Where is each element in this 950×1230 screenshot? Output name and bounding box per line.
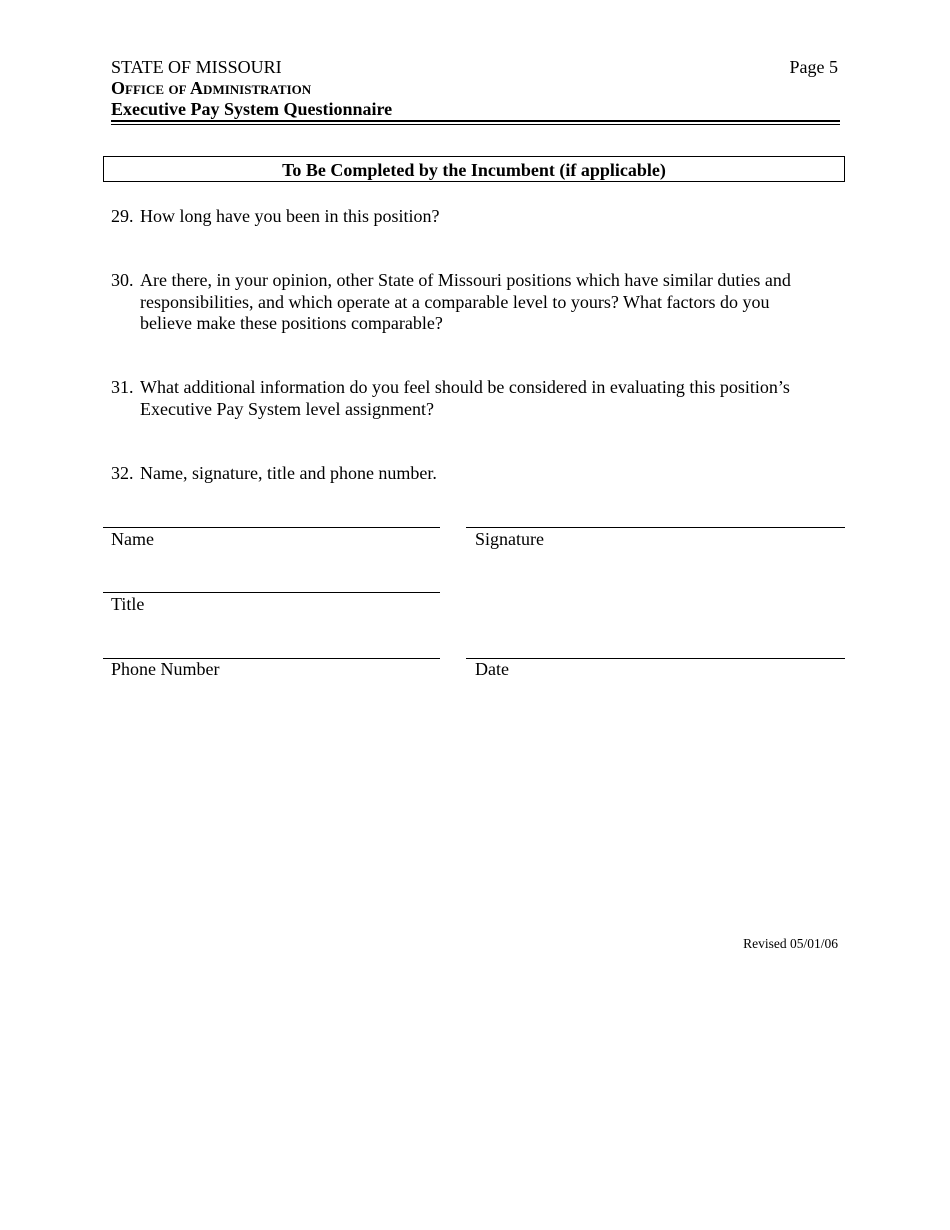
question-text: How long have you been in this position? (140, 206, 440, 226)
name-label: Name (111, 529, 154, 549)
revision-date: Revised 05/01/06 (743, 936, 838, 951)
question-31 (111, 377, 823, 420)
page-number: Page 5 (789, 57, 838, 77)
question-text: What additional information do you feel should be considered in evaluating this position’s Executive Pay System level assignment? (140, 377, 790, 419)
question-number: 29. (111, 206, 134, 226)
question-text: Name, signature, title and phone number. (140, 463, 437, 483)
question-text: Are there, in your opinion, other State of Missouri positions which have similar duties and responsibilities, and which operate at a comparable level to yours? What factors do you believe make these positions comparable? (140, 270, 791, 333)
date-line[interactable] (466, 658, 845, 659)
office-name: Office of Administration (111, 78, 312, 98)
phone-label: Phone Number (111, 659, 220, 679)
signature-line[interactable] (466, 527, 845, 528)
question-30 (111, 270, 823, 335)
form-title: Executive Pay System Questionnaire (111, 99, 393, 119)
title-label: Title (111, 594, 145, 614)
date-label: Date (475, 659, 509, 679)
question-number: 32. (111, 463, 134, 483)
header-rule-thin (111, 124, 840, 125)
name-line[interactable] (103, 527, 440, 528)
signature-label: Signature (475, 529, 544, 549)
header-rule-thick (111, 120, 840, 122)
question-29 (111, 206, 831, 228)
question-number: 31. (111, 377, 134, 397)
state-name: STATE OF MISSOURI (111, 57, 282, 77)
title-line[interactable] (103, 592, 440, 593)
question-32 (111, 463, 831, 485)
question-number: 30. (111, 270, 134, 290)
section-banner: To Be Completed by the Incumbent (if applicable) (103, 156, 845, 182)
